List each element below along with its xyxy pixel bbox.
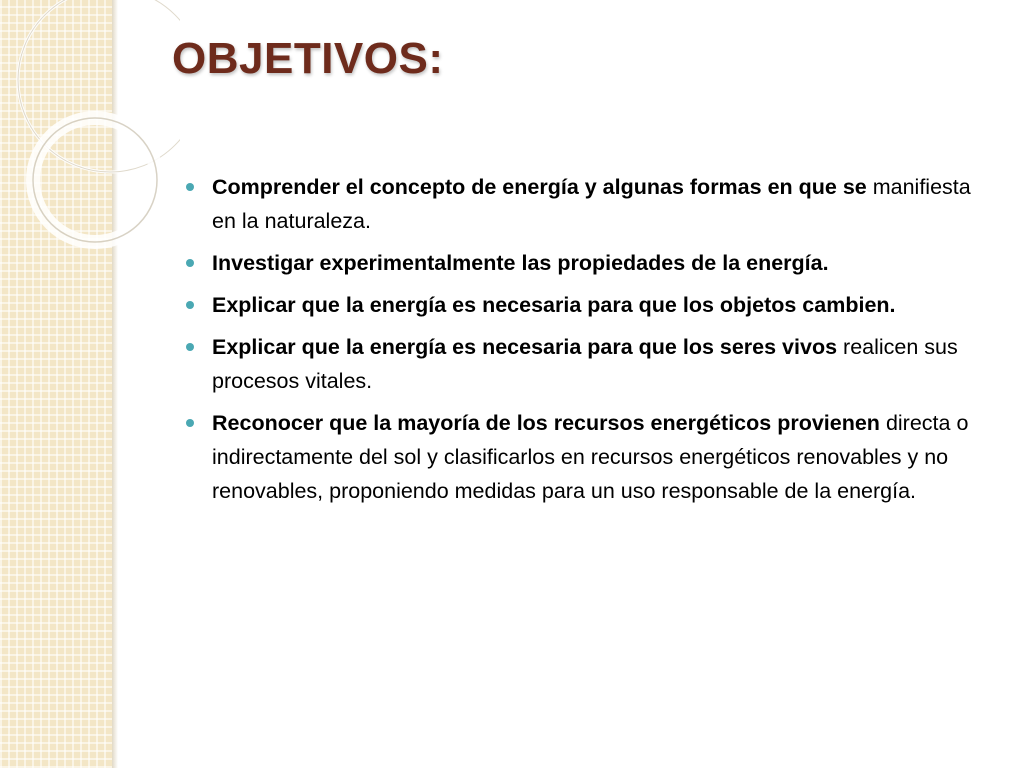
slide-title: OBJETIVOS:	[172, 34, 444, 83]
objective-bold-text: Comprender el concepto de energía y algunas formas en que se	[212, 175, 867, 199]
list-item	[186, 170, 996, 238]
bullet-dot-icon	[186, 259, 194, 267]
list-item	[186, 406, 996, 508]
objective-text: directa o indirectamente del sol y clasificarlos en recursos energéticos renovables y no renovables, proponiendo medidas para un uso responsable de la energía.	[212, 411, 969, 503]
bullet-dot-icon	[186, 419, 194, 427]
objective-bold-text: Explicar que la energía es necesaria para que los objetos cambien.	[212, 293, 896, 317]
objective-bold-text: Reconocer que la mayoría de los recursos energéticos provienen	[212, 411, 880, 435]
bullet-dot-icon	[186, 301, 194, 309]
objective-text: realicen sus procesos vitales.	[212, 335, 958, 393]
objective-text: manifiesta en la naturaleza.	[212, 175, 971, 233]
objective-bold-text: Explicar que la energía es necesaria para que los seres vivos	[212, 335, 838, 359]
list-item	[186, 288, 996, 322]
rings-decoration	[0, 0, 180, 300]
objectives-list	[186, 170, 996, 516]
bullet-dot-icon	[186, 343, 194, 351]
list-item	[186, 330, 996, 398]
list-item	[186, 246, 996, 280]
bullet-dot-icon	[186, 183, 194, 191]
objective-bold-text: Investigar experimentalmente las propiedades de la energía.	[212, 251, 829, 275]
